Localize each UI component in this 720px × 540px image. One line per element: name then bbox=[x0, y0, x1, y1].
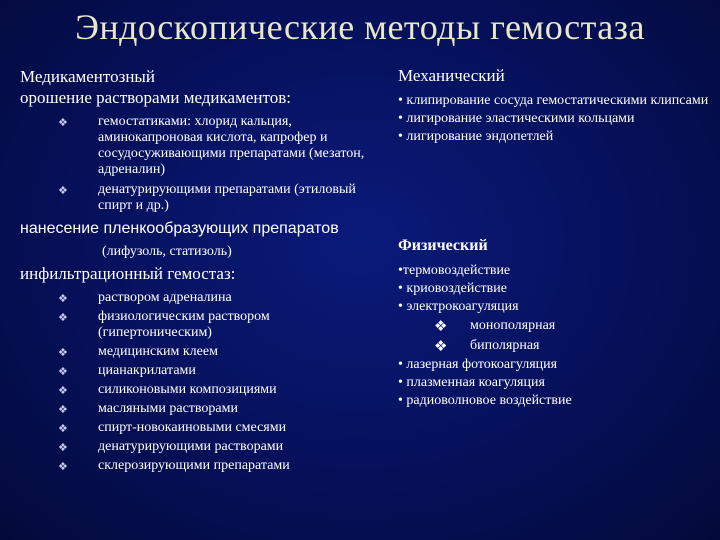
infiltration-heading: инфильтрационный гемостаз: bbox=[20, 264, 236, 283]
infiltration-list bbox=[20, 290, 385, 474]
list-item-text: медицинским клеем bbox=[98, 344, 218, 359]
mechanical-heading: Механический bbox=[398, 66, 505, 85]
list-item bbox=[20, 420, 385, 436]
diamond-bullet-icon: ❖ bbox=[58, 184, 68, 197]
list-item: • плазменная коагуляция bbox=[398, 375, 545, 390]
list-item: • криовоздействие bbox=[398, 281, 507, 296]
list-item-text: склерозирующими препаратами bbox=[98, 458, 290, 473]
diamond-bullet-icon: ❖ bbox=[58, 384, 68, 397]
sub-list-item-text: биполярная bbox=[470, 338, 540, 353]
physical-heading: Физический bbox=[398, 237, 488, 254]
list-item bbox=[20, 363, 385, 379]
list-item: • радиоволновое воздействие bbox=[398, 393, 572, 408]
page-title: Эндоскопические методы гемостаза bbox=[75, 7, 645, 47]
list-item bbox=[20, 458, 385, 474]
list-item-text: денатурирующими препаратами (этиловый спирт и др.) bbox=[98, 182, 356, 213]
list-item-text: силиконовыми композициями bbox=[98, 382, 277, 397]
diamond-bullet-icon: ❖ bbox=[58, 292, 68, 305]
sub-list-item-text: монополярная bbox=[470, 318, 556, 333]
list-item bbox=[20, 382, 385, 398]
list-item-text: гемостатиками: хлорид кальция, аминокапроновая кислота, капрофер и сосудосуживающими препаратами (мезатон, адреналин) bbox=[98, 114, 365, 177]
list-item: • электрокоагуляция bbox=[398, 299, 519, 314]
list-item: • лазерная фотокоагуляция bbox=[398, 357, 558, 372]
sub-list-item bbox=[398, 316, 713, 336]
irrigation-heading: орошение растворами медикаментов: bbox=[20, 88, 291, 107]
diamond-bullet-icon: ❖ bbox=[58, 311, 68, 324]
diamond-bullet-icon: ❖ bbox=[58, 116, 68, 129]
list-item: • лигирование эластическими кольцами bbox=[398, 111, 635, 126]
list-item bbox=[20, 290, 385, 306]
list-item bbox=[20, 309, 385, 341]
right-column bbox=[398, 66, 713, 410]
diamond-bullet-icon: ❖ bbox=[58, 403, 68, 416]
list-item-text: масляными растворами bbox=[98, 401, 238, 416]
list-item-text: спирт-новокаиновыми смесями bbox=[98, 420, 287, 435]
list-item-text: раствором адреналина bbox=[98, 290, 232, 305]
list-item bbox=[20, 401, 385, 417]
diamond-bullet-icon: ❖ bbox=[58, 441, 68, 454]
diamond-bullet-icon: ❖ bbox=[58, 460, 68, 473]
list-item: • клипирование сосуда гемостатическими клипсами bbox=[398, 93, 709, 108]
list-item: •термовоздействие bbox=[398, 263, 511, 278]
diamond-bullet-icon: ❖ bbox=[58, 422, 68, 435]
sub-list-item bbox=[398, 336, 713, 356]
left-column bbox=[20, 66, 385, 477]
list-item bbox=[20, 344, 385, 360]
irrigation-list bbox=[20, 114, 385, 214]
list-item-text: физиологическим раствором (гипертоническим) bbox=[98, 309, 270, 340]
diamond-bullet-icon: ❖ bbox=[58, 346, 68, 359]
film-examples: (лифузоль, статизоль) bbox=[102, 244, 232, 259]
list-item bbox=[20, 182, 385, 214]
medication-heading: Медикаментозный bbox=[20, 67, 155, 86]
list-item-text: цианакрилатами bbox=[98, 363, 196, 378]
diamond-bullet-icon: ❖ bbox=[434, 317, 448, 335]
diamond-bullet-icon: ❖ bbox=[58, 365, 68, 378]
film-heading: нанесение пленкообразующих препаратов bbox=[20, 220, 339, 237]
diamond-bullet-icon: ❖ bbox=[434, 337, 448, 355]
list-item: • лигирование эндопетлей bbox=[398, 129, 554, 144]
list-item bbox=[20, 439, 385, 455]
list-item-text: денатурирующими растворами bbox=[98, 439, 284, 454]
list-item bbox=[20, 114, 385, 178]
